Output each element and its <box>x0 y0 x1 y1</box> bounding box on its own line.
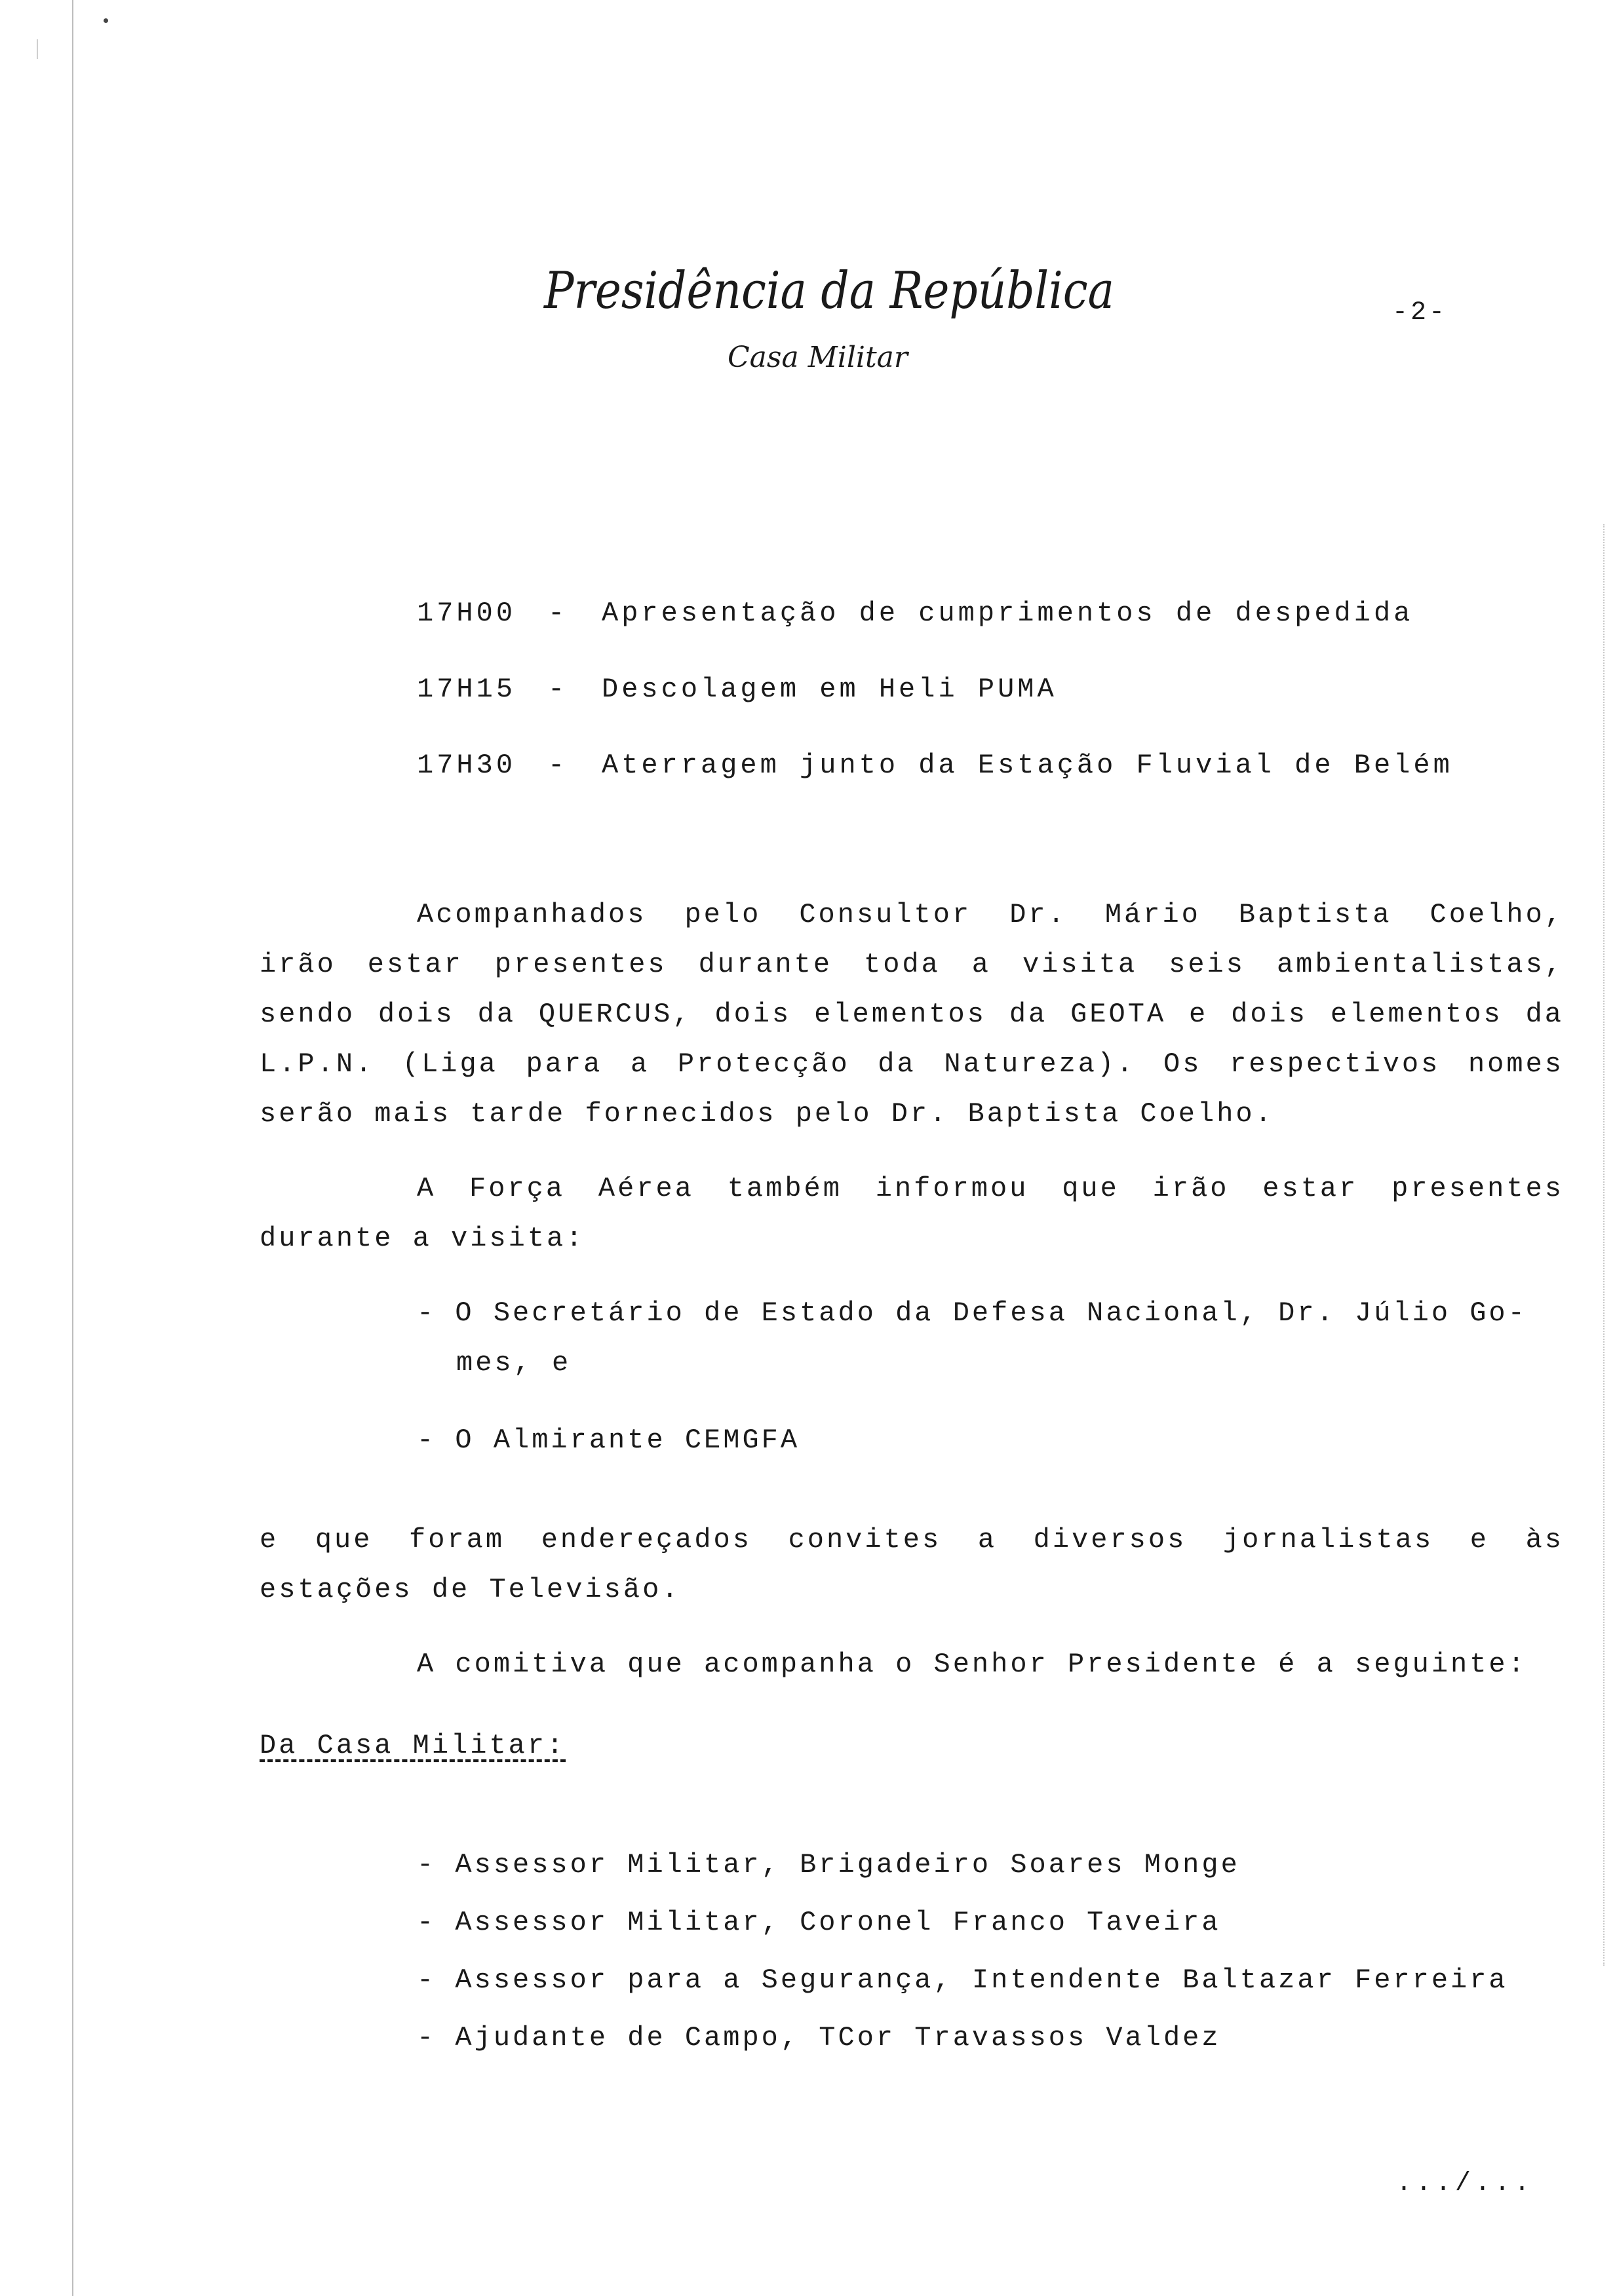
paragraph-line: Acompanhados pelo Consultor Dr. Mário Baptista Coelho, <box>417 899 1564 930</box>
list-item: - Assessor Militar, Brigadeiro Soares Monge <box>417 1849 1240 1881</box>
paragraph-line: A Força Aérea também informou que irão estar presentes <box>417 1173 1564 1204</box>
schedule-dash: - <box>548 674 568 705</box>
paragraph-ambientalistas <box>260 890 1564 1139</box>
letterhead <box>537 236 1127 393</box>
paragraph-forca-aerea <box>260 1164 1564 1263</box>
schedule-time: 17H00 <box>417 598 516 629</box>
list-item: - Ajudante de Campo, TCor Travassos Valdez <box>417 2022 1221 2054</box>
paragraph-line: durante a visita: <box>260 1223 585 1254</box>
paragraph-line: e que foram endereçados convites a diversos jornalistas e às <box>260 1524 1564 1556</box>
paragraph-line: estações de Televisão. <box>260 1574 681 1605</box>
schedule-row <box>417 674 1057 705</box>
section-heading: Da Casa Militar: <box>260 1730 566 1761</box>
list-item: - Assessor para a Segurança, Intendente Baltazar Ferreira <box>417 1964 1508 1996</box>
margin-mark <box>37 39 38 59</box>
bullet-line: mes, e <box>456 1347 572 1379</box>
schedule-row <box>417 598 1413 629</box>
schedule-text: Apresentação de cumprimentos de despedida <box>602 598 1414 629</box>
schedule-time: 17H15 <box>417 674 516 705</box>
continuation-mark: .../... <box>1396 2169 1534 2198</box>
bullet-item <box>417 1288 1564 1388</box>
schedule-time: 17H30 <box>417 750 516 781</box>
paragraph-convites <box>260 1515 1564 1615</box>
schedule-dash: - <box>548 750 568 781</box>
letterhead-title: Presidência da República <box>543 261 1114 320</box>
page-number: -2- <box>1392 298 1448 328</box>
paragraph-line: serão mais tarde fornecidos pelo Dr. Baptista Coelho. <box>260 1098 1274 1130</box>
paragraph-line: sendo dois da QUERCUS, dois elementos da GEOTA e dois elementos da <box>260 999 1564 1030</box>
schedule-row <box>417 750 1453 781</box>
bullet-item <box>417 1415 1564 1465</box>
schedule-text: Descolagem em Heli PUMA <box>602 674 1057 705</box>
list-item: - Assessor Militar, Coronel Franco Taveira <box>417 1907 1221 1938</box>
paragraph-line: A comitiva que acompanha o Senhor Presidente é a seguinte: <box>417 1649 1527 1680</box>
schedule-text: Aterragem junto da Estação Fluvial de Belém <box>602 750 1453 781</box>
paragraph-line: irão estar presentes durante toda a visita seis ambientalistas, <box>260 949 1564 980</box>
paragraph-comitiva <box>260 1639 1564 1689</box>
scan-edge <box>1603 524 1606 1966</box>
schedule-dash: - <box>548 598 568 629</box>
scan-speck <box>104 18 108 23</box>
paragraph-line: L.P.N. (Liga para a Protecção da Natureza). Os respectivos nomes <box>260 1048 1564 1080</box>
bullet-line: - O Almirante CEMGFA <box>417 1425 800 1456</box>
bullet-line: - O Secretário de Estado da Defesa Nacional, Dr. Júlio Go- <box>417 1297 1527 1329</box>
page-margin-rule <box>72 0 73 2296</box>
letterhead-subtitle: Casa Militar <box>728 341 908 374</box>
